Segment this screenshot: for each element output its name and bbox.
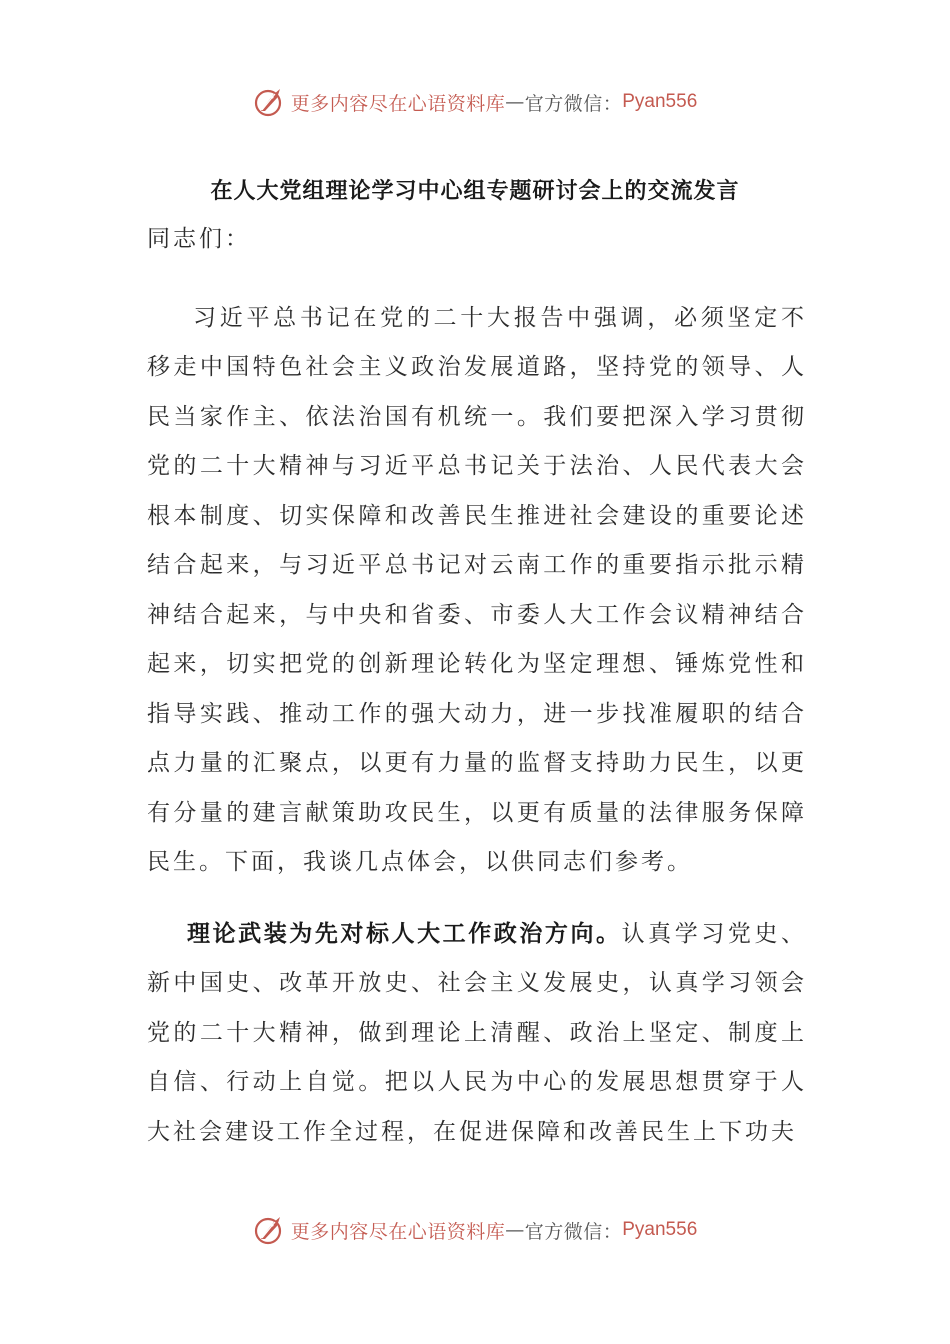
greeting: 同志们： (147, 226, 251, 252)
section-body: 认真学习党史、新中国史、改革开放史、社会主义发展史，认真学习领会党的二十大精神，做到理论上清醒、政治上坚定、制度上自信、行动上自觉。把以人民为中心的发展思想贯穿于人大社会建设工作全过程，在促进保障和改善民生上下功夫 (147, 920, 808, 1145)
banner-wechat-label: 官方微信： (524, 1220, 623, 1243)
banner-slogan: 更多内容尽在心语资料库 (290, 1220, 506, 1243)
banner-wechat-label: 官方微信： (524, 92, 623, 115)
paragraph-section-1 (147, 910, 807, 1158)
banner-wechat-id: Pyan556 (622, 1219, 698, 1240)
section-heading: 理论武装为先对标人大工作政治方向。 (187, 920, 622, 947)
document-body (147, 215, 807, 1157)
paragraph-intro: 习近平总书记在党的二十大报告中强调，必须坚定不移走中国特色社会主义政治发展道路，坚持党的领导、人民当家作主、依法治国有机统一。我们要把深入学习贯彻党的二十大精神与习近平总书记关于法治、人民代表大会根本制度、切实保障和改善民生推进社会建设的重要论述结合起来，与习近平总书记对云南工作的重要指示批示精神结合起来，与中央和省委、市委人大工作会议精神结合起来，切实把党的创新理论转化为坚定理想、锤炼党性和指导实践、推动工作的强大动力，进一步找准履职的结合点力量的汇聚点，以更有力量的监督支持助力民生，以更有分量的建言献策助攻民生，以更有质量的法律服务保障民生。下面，我谈几点体会，以供同志们参考。 (147, 304, 807, 875)
pen-nib-logo-icon (253, 1213, 287, 1247)
banner-dash: — (505, 1219, 525, 1241)
banner-wechat-id: Pyan556 (622, 91, 698, 112)
header-banner (0, 82, 950, 122)
banner-dash: — (505, 91, 525, 113)
document-title: 在人大党组理论学习中心组专题研讨会上的交流发言 (210, 179, 740, 204)
banner-slogan: 更多内容尽在心语资料库 (290, 92, 506, 115)
pen-nib-logo-icon (253, 85, 287, 119)
footer-banner (0, 1210, 950, 1250)
